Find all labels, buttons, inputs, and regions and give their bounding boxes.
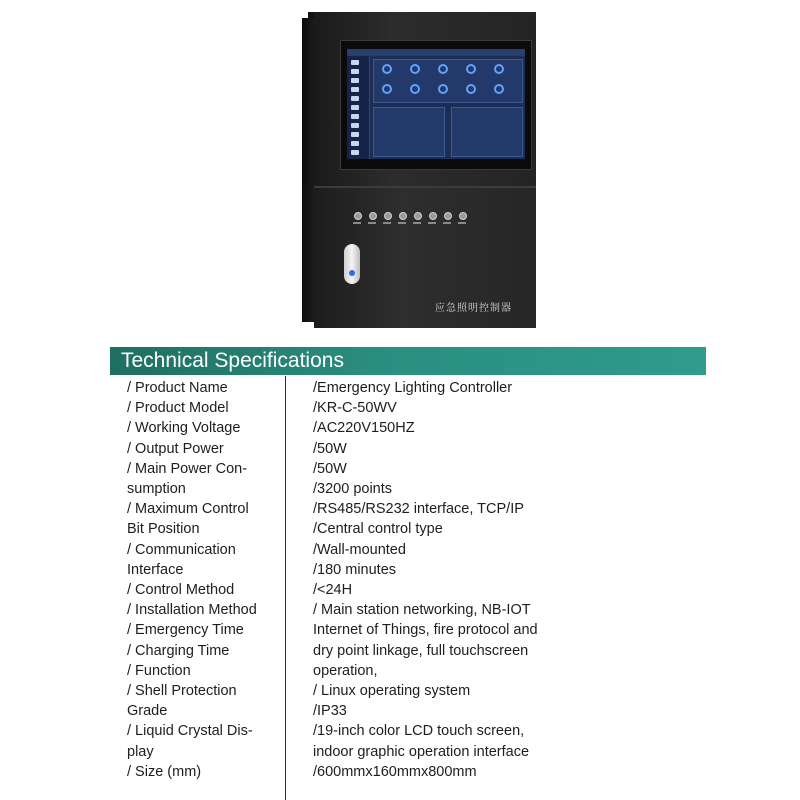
indicator-led-icon [459,212,467,220]
cabinet-label: 应急照明控制器 [435,303,512,314]
lcd-panel-left [373,107,445,157]
door-handle [344,244,360,284]
spec-value-line: /AC220V150HZ [313,420,415,437]
spec-value-line: /IP33 [313,703,347,720]
product-photo [302,10,540,330]
indicator-led-icon [399,212,407,220]
spec-value-line: Internet of Things, fire protocol and [313,622,538,639]
lcd-status-panel [373,59,523,103]
spec-value-line: /50W [313,440,347,457]
spec-value-line: dry point linkage, full touchscreen [313,642,529,659]
spec-value-column [313,378,573,782]
status-ring-icon [438,64,448,74]
spec-value-line: /KR-C-50WV [313,400,397,417]
spec-label-line: / Product Name [127,380,228,396]
indicator-led-icon [384,212,392,220]
spec-value-line: /RS485/RS232 interface, TCP/IP [313,501,524,518]
spec-label-line: / Emergency Time [127,622,244,639]
spec-label-line: play [127,743,154,760]
indicator-led-icon [444,212,452,220]
status-ring-icon [438,84,448,94]
status-ring-icon [494,84,504,94]
spec-label-line: / Shell Protection [127,683,237,700]
spec-label-line: Interface [127,561,184,578]
spec-label-line: Bit Position [127,521,200,538]
spec-header [110,347,706,375]
screen-bezel [340,40,532,170]
status-ring-icon [410,84,420,94]
spec-label-line: / Installation Method [127,602,257,619]
spec-label-line: / Maximum Control [127,501,249,518]
spec-label-line: Grade [127,703,168,720]
spec-value-line: / Main station networking, NB-IOT [313,602,531,619]
indicator-led-icon [354,212,362,220]
spec-label-line: / Control Method [127,582,235,599]
lcd-title-bar [347,49,525,56]
status-ring-icon [466,64,476,74]
spec-label-line: / Main Power Con- [127,460,248,477]
status-ring-icon [410,64,420,74]
status-ring-icon [466,84,476,94]
cabinet-lower [314,186,536,328]
spec-label-line: / Product Model [127,400,229,417]
spec-label-line: / Charging Time [127,642,230,659]
spec-value-line: /50W [313,460,347,477]
spec-label-line: / Working Voltage [127,420,241,437]
cabinet-upper [314,12,536,186]
indicator-led-icon [429,212,437,220]
spec-label-line: / Output Power [127,440,224,457]
spec-value-line: indoor graphic operation interface [313,743,530,760]
spec-value-line: /180 minutes [313,561,397,578]
spec-value-line: operation, [313,662,378,679]
spec-label-line: / Liquid Crystal Dis- [127,723,253,740]
spec-value-line: /Emergency Lighting Controller [313,380,513,396]
lock-icon [349,270,355,276]
spec-value-line: /<24H [313,582,353,599]
spec-label-line: / Size (mm) [127,763,202,780]
lcd-sidebar [347,56,370,159]
lcd-panel-right [451,107,523,157]
spec-label-line: sumption [127,481,186,498]
spec-value-line: /600mmx160mmx800mm [313,763,477,780]
status-ring-icon [382,84,392,94]
spec-label-line: / Communication [127,541,236,558]
status-ring-icon [494,64,504,74]
spec-label-line: / Function [127,662,191,679]
spec-value-line: /Central control type [313,521,443,538]
spec-value-line: /3200 points [313,481,393,498]
spec-header-title: Technical Specifications [121,349,344,372]
spec-label-column [127,378,281,782]
spec-value-line: / Linux operating system [313,683,471,700]
status-ring-icon [382,64,392,74]
lcd-screen [347,49,525,159]
column-divider [285,376,286,800]
indicator-led-icon [369,212,377,220]
spec-value-line: /Wall-mounted [313,541,406,558]
spec-value-line: /19-inch color LCD touch screen, [313,723,525,740]
indicator-led-icon [414,212,422,220]
